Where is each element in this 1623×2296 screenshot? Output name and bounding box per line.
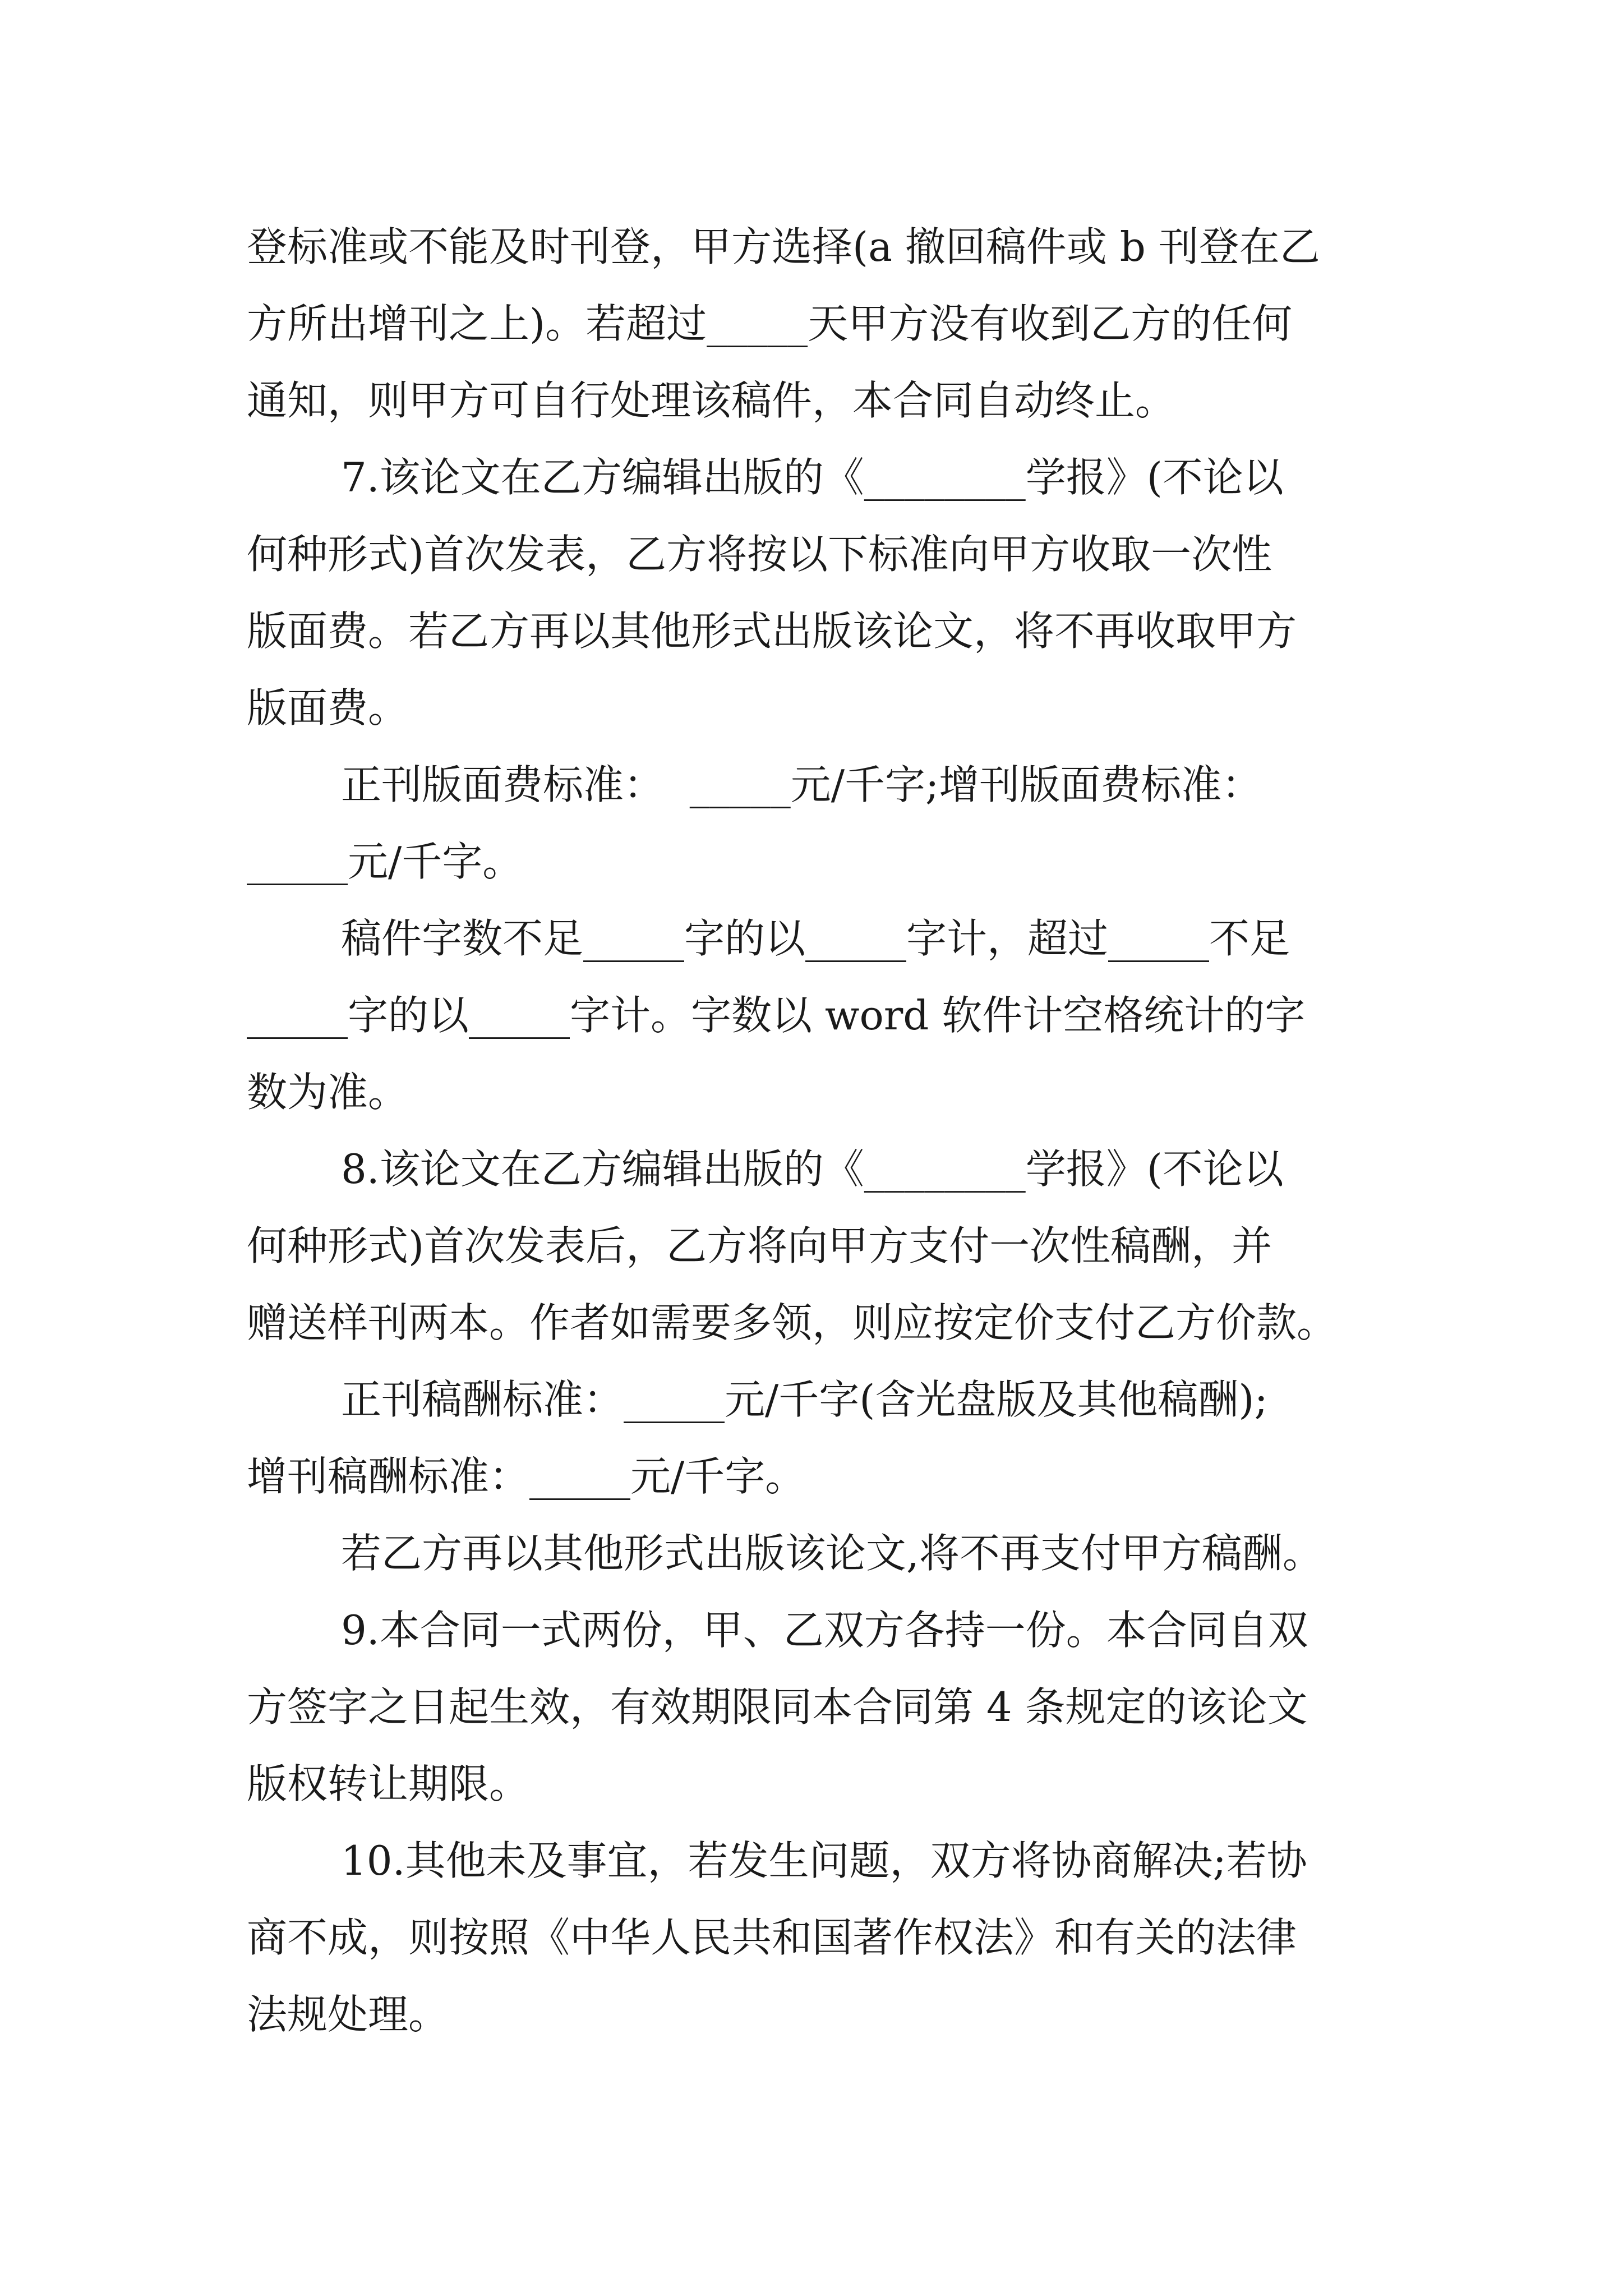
- text-line: _____元/千字。: [247, 838, 523, 885]
- document-page: [247, 209, 1394, 2053]
- text-line: 何种形式)首次发表，乙方将按以下标准向甲方收取一次性: [247, 531, 1272, 578]
- text-line: 商不成，则按照《中华人民共和国著作权法》和有关的法律: [247, 1914, 1297, 1961]
- word-count-line: 稿件字数不足_____字的以_____字计，超过_____不足: [341, 915, 1290, 962]
- text-line: 若乙方再以其他形式出版该论文,将不再支付甲方稿酬。: [341, 1530, 1323, 1577]
- text-line: 通知，则甲方可自行处理该稿件，本合同自动终止。: [247, 377, 1176, 424]
- text-line: 方签字之日起生效，有效期限同本合同第 4 条规定的该论文: [247, 1683, 1308, 1731]
- layout-fee-line: 正刊版面费标准： _____元/千字;增刊版面费标准：: [341, 761, 1262, 808]
- clause-9-line: 9.本合同一式两份，甲、乙双方各持一份。本合同自双: [341, 1607, 1308, 1654]
- clause-8-line: 8.该论文在乙方编辑出版的《________学报》(不论以: [341, 1145, 1284, 1193]
- text-line: 版权转让期限。: [247, 1760, 530, 1807]
- text-line: _____字的以_____字计。字数以 word 软件计空格统计的字: [247, 992, 1306, 1039]
- text-line: 版面费。: [247, 684, 409, 731]
- text-line: 版面费。若乙方再以其他形式出版该论文，将不再收取甲方: [247, 608, 1297, 655]
- clause-10-line: 10.其他未及事宜，若发生问题，双方将协商解决;若协: [341, 1837, 1307, 1884]
- text-line: 法规处理。: [247, 1991, 449, 2038]
- clause-7-line: 7.该论文在乙方编辑出版的《________学报》(不论以: [341, 454, 1284, 501]
- text-line: 何种形式)首次发表后，乙方将向甲方支付一次性稿酬，并: [247, 1222, 1272, 1269]
- text-line: 方所出增刊之上)。若超过_____天甲方没有收到乙方的任何: [247, 300, 1293, 347]
- text-line: 数为准。: [247, 1069, 409, 1116]
- royalty-line: 正刊稿酬标准：_____元/千字(含光盘版及其他稿酬);: [341, 1376, 1268, 1423]
- text-line: 赠送样刊两本。作者如需要多领，则应按定价支付乙方价款。: [247, 1299, 1338, 1346]
- text-line: 登标准或不能及时刊登，甲方选择(a 撤回稿件或 b 刊登在乙: [247, 223, 1320, 270]
- text-line: 增刊稿酬标准：_____元/千字。: [247, 1453, 806, 1500]
